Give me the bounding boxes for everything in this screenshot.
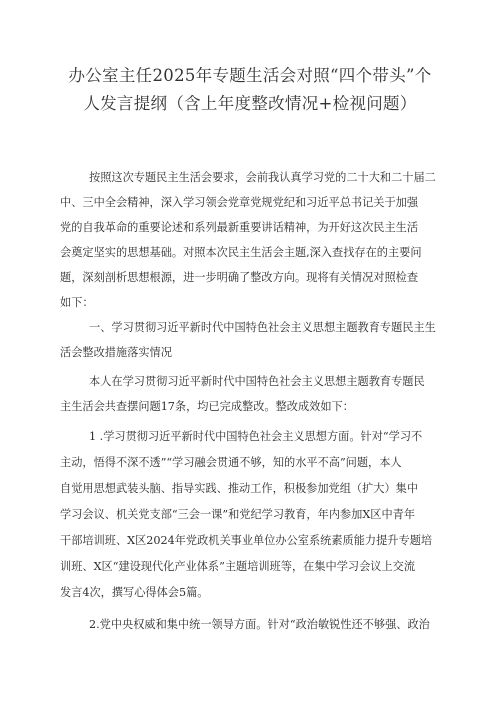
body-line: 按照这次专题民主生活会要求，会前我认真学习党的二十大和二十届二 (89, 171, 436, 184)
body-line: 1 .学习贯彻习近平新时代中国特色社会主义思想方面。针对“学习不 (89, 430, 423, 443)
body-line: 干部培训班、X区2024年党政机关事业单位办公室系统素质能力提升专题培 (60, 534, 433, 547)
body-line: 主动，悟得不深不透”“学习融会贯通不够，知的水平不高”问题，本人 (60, 456, 402, 469)
body-line: 题，深刻剖析思想根源，进一步明确了整改方向。现将有关情况对照检查 (60, 271, 419, 284)
body-line: 学习会议、机关党支部“三会一课”和党纪学习教育，年内参加X区中青年 (60, 508, 416, 521)
body-line: 如下： (60, 296, 94, 309)
body-line: 2.党中央权威和集中统一领导方面。针对“政治敏锐性还不够强、政治 (89, 618, 430, 631)
document-title-line-1: 办公室主任2025年专题生活会对照“四个带头”个 (68, 66, 432, 85)
body-line: 中、三中全会精神，深入学习领会党章党规党纪和习近平总书记关于加强 (60, 196, 419, 209)
document-title-line-2: 人发言提纲（含上年度整改情况+检视问题） (83, 94, 417, 113)
section-heading-line: 活会整改措施落实情况 (60, 346, 172, 359)
body-line: 训班、X区“建设现代化产业体系”主题培训班等，在集中学习会议上交流 (60, 560, 416, 573)
body-line: 主生活会共查摆问题17条，均已完成整改。整改成效如下： (60, 400, 354, 413)
section-heading-line: 一、学习贯彻习近平新时代中国特色社会主义思想主题教育专题民主生 (89, 321, 436, 334)
body-line: 自觉用思想武装头脑、指导实践、推动工作，积极参加党组（扩大）集中 (60, 482, 419, 495)
body-line: 党的自我革命的重要论述和系列最新重要讲话精神，为开好这次民主生活 (60, 221, 419, 234)
body-line: 本人在学习贯彻习近平新时代中国特色社会主义思想主题教育专题民 (89, 375, 425, 388)
body-line: 会奠定坚实的思想基础。对照本次民主生活会主题,深入查找存在的主要问 (60, 246, 422, 259)
body-line: 发言4次，撰写心得体会5篇。 (60, 586, 209, 599)
